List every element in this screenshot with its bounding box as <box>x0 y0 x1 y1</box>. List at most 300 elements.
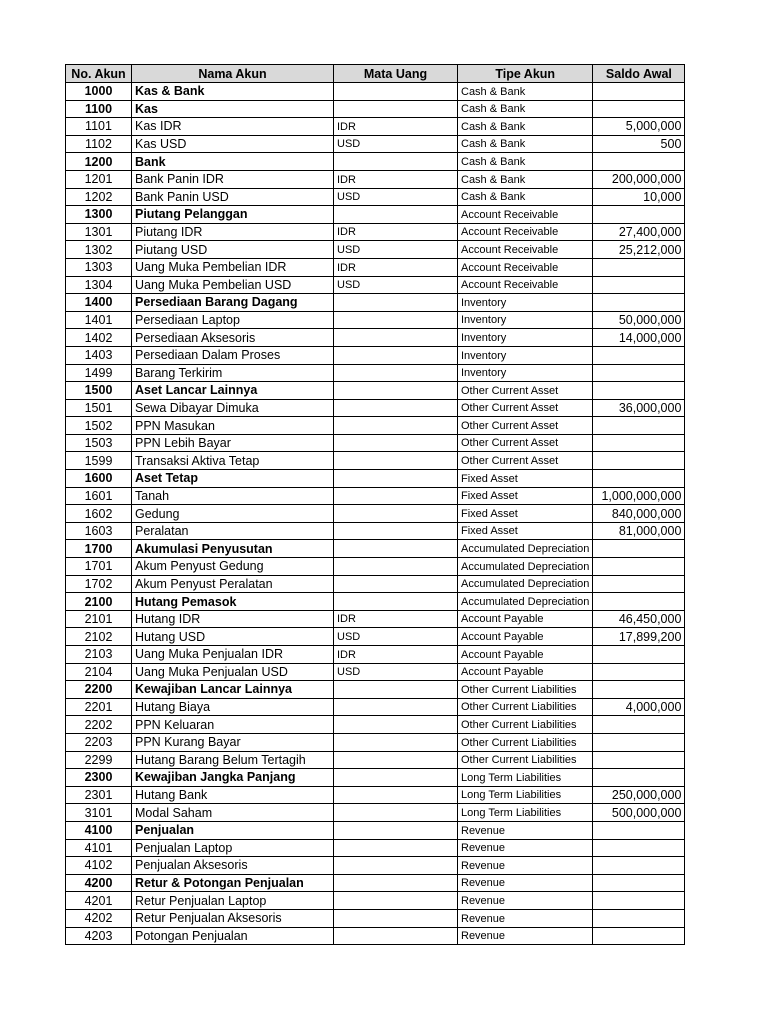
account-type-text: Account Receivable <box>461 243 559 256</box>
opening-balance-cell: 4,000,000 <box>593 698 685 716</box>
account-name-cell: Kas IDR <box>132 118 334 136</box>
account-type-cell <box>458 417 593 435</box>
account-number-cell: 1202 <box>66 188 132 206</box>
table-row <box>66 206 685 224</box>
opening-balance-cell: 10,000 <box>593 188 685 206</box>
account-type-text: Fixed Asset <box>461 525 518 538</box>
account-name-cell: Hutang Barang Belum Tertagih <box>132 751 334 769</box>
account-number-cell: 4201 <box>66 892 132 910</box>
account-type-cell <box>458 223 593 241</box>
column-header-saldo-awal: Saldo Awal <box>593 65 685 83</box>
account-name-cell: Gedung <box>132 505 334 523</box>
currency-cell <box>334 769 458 787</box>
currency-cell <box>334 593 458 611</box>
account-type-cell <box>458 558 593 576</box>
account-name-cell: Kewajiban Jangka Panjang <box>132 769 334 787</box>
table-row <box>66 540 685 558</box>
account-type-cell <box>458 804 593 822</box>
opening-balance-cell: 250,000,000 <box>593 786 685 804</box>
table-row <box>66 452 685 470</box>
account-number-cell: 2101 <box>66 610 132 628</box>
account-number-cell: 2299 <box>66 751 132 769</box>
opening-balance-cell <box>593 874 685 892</box>
account-type-cell <box>458 382 593 400</box>
account-type-text: Inventory <box>461 367 507 380</box>
account-name-cell: Retur Penjualan Aksesoris <box>132 909 334 927</box>
account-type-text: Accumulated Depreciation <box>461 578 590 591</box>
account-type-cell <box>458 258 593 276</box>
currency-cell <box>334 434 458 452</box>
currency-cell <box>334 892 458 910</box>
account-number-cell: 4100 <box>66 821 132 839</box>
opening-balance-cell <box>593 452 685 470</box>
currency-cell <box>334 382 458 400</box>
account-type-cell <box>458 364 593 382</box>
account-name-cell: Bank Panin IDR <box>132 170 334 188</box>
table-row <box>66 874 685 892</box>
column-header-nama-akun: Nama Akun <box>132 65 334 83</box>
currency-cell: USD <box>334 241 458 259</box>
account-name-cell: Kewajiban Lancar Lainnya <box>132 681 334 699</box>
account-name-cell: Uang Muka Penjualan USD <box>132 663 334 681</box>
account-number-cell: 1400 <box>66 294 132 312</box>
account-number-cell: 1599 <box>66 452 132 470</box>
table-row <box>66 100 685 118</box>
account-name-cell: Penjualan <box>132 821 334 839</box>
account-number-cell: 1301 <box>66 223 132 241</box>
account-type-text: Cash & Bank <box>461 85 526 98</box>
account-type-text: Revenue <box>461 859 506 872</box>
account-name-cell: Uang Muka Pembelian IDR <box>132 258 334 276</box>
table-row <box>66 698 685 716</box>
account-type-cell <box>458 118 593 136</box>
currency-cell <box>334 364 458 382</box>
account-name-cell: Retur & Potongan Penjualan <box>132 874 334 892</box>
table-row <box>66 927 685 945</box>
table-body <box>66 83 685 945</box>
currency-cell <box>334 857 458 875</box>
account-name-cell: Piutang Pelanggan <box>132 206 334 224</box>
account-type-text: Cash & Bank <box>461 120 526 133</box>
opening-balance-cell <box>593 575 685 593</box>
opening-balance-cell <box>593 646 685 664</box>
table-row <box>66 382 685 400</box>
currency-cell <box>334 505 458 523</box>
account-type-text: Other Current Asset <box>461 455 559 468</box>
account-name-cell: Penjualan Aksesoris <box>132 857 334 875</box>
currency-cell <box>334 786 458 804</box>
currency-cell <box>334 153 458 171</box>
account-type-cell <box>458 751 593 769</box>
account-number-cell: 1401 <box>66 311 132 329</box>
account-type-text: Accumulated Depreciation <box>461 560 590 573</box>
account-type-text: Long Term Liabilities <box>461 771 562 784</box>
account-name-cell: Piutang IDR <box>132 223 334 241</box>
account-name-cell: PPN Keluaran <box>132 716 334 734</box>
opening-balance-cell <box>593 593 685 611</box>
account-type-text: Revenue <box>461 824 506 837</box>
opening-balance-cell: 50,000,000 <box>593 311 685 329</box>
account-number-cell: 1201 <box>66 170 132 188</box>
table-row <box>66 786 685 804</box>
account-number-cell: 2104 <box>66 663 132 681</box>
opening-balance-cell: 500 <box>593 135 685 153</box>
table-row <box>66 364 685 382</box>
account-type-text: Other Current Asset <box>461 437 559 450</box>
table-row <box>66 610 685 628</box>
account-type-text: Accumulated Depreciation <box>461 595 590 608</box>
account-number-cell: 1499 <box>66 364 132 382</box>
currency-cell <box>334 733 458 751</box>
currency-cell <box>334 452 458 470</box>
account-number-cell: 1402 <box>66 329 132 347</box>
currency-cell: IDR <box>334 118 458 136</box>
table-header <box>66 65 685 83</box>
opening-balance-cell <box>593 821 685 839</box>
account-type-cell <box>458 188 593 206</box>
account-type-cell <box>458 927 593 945</box>
account-name-cell: Aset Tetap <box>132 470 334 488</box>
account-name-cell: Bank <box>132 153 334 171</box>
account-name-cell: Hutang IDR <box>132 610 334 628</box>
currency-cell <box>334 698 458 716</box>
opening-balance-cell <box>593 716 685 734</box>
opening-balance-cell: 14,000,000 <box>593 329 685 347</box>
account-number-cell: 2301 <box>66 786 132 804</box>
account-type-cell <box>458 821 593 839</box>
account-name-cell: Persediaan Dalam Proses <box>132 346 334 364</box>
account-type-text: Cash & Bank <box>461 103 526 116</box>
account-type-cell <box>458 839 593 857</box>
account-type-text: Inventory <box>461 331 507 344</box>
account-type-cell <box>458 857 593 875</box>
opening-balance-cell: 36,000,000 <box>593 399 685 417</box>
currency-cell <box>334 329 458 347</box>
account-number-cell: 2201 <box>66 698 132 716</box>
opening-balance-cell <box>593 733 685 751</box>
currency-cell <box>334 100 458 118</box>
account-name-cell: Modal Saham <box>132 804 334 822</box>
opening-balance-cell <box>593 839 685 857</box>
account-name-cell: Tanah <box>132 487 334 505</box>
account-number-cell: 1603 <box>66 522 132 540</box>
account-type-cell <box>458 311 593 329</box>
account-type-cell <box>458 733 593 751</box>
account-name-cell: Persediaan Aksesoris <box>132 329 334 347</box>
account-number-cell: 4200 <box>66 874 132 892</box>
column-header-mata-uang: Mata Uang <box>334 65 458 83</box>
account-type-cell <box>458 769 593 787</box>
account-number-cell: 4202 <box>66 909 132 927</box>
account-name-cell: PPN Masukan <box>132 417 334 435</box>
currency-cell <box>334 399 458 417</box>
opening-balance-cell: 46,450,000 <box>593 610 685 628</box>
account-number-cell: 2200 <box>66 681 132 699</box>
account-type-cell <box>458 487 593 505</box>
table-row <box>66 821 685 839</box>
currency-cell <box>334 909 458 927</box>
account-type-cell <box>458 135 593 153</box>
currency-cell: IDR <box>334 610 458 628</box>
account-type-cell <box>458 892 593 910</box>
opening-balance-cell <box>593 751 685 769</box>
column-header-tipe-akun: Tipe Akun <box>458 65 593 83</box>
account-type-cell <box>458 83 593 101</box>
currency-cell <box>334 206 458 224</box>
account-type-text: Account Payable <box>461 613 544 626</box>
account-number-cell: 1601 <box>66 487 132 505</box>
table-row <box>66 857 685 875</box>
currency-cell <box>334 804 458 822</box>
table-row <box>66 346 685 364</box>
account-name-cell: Uang Muka Penjualan IDR <box>132 646 334 664</box>
currency-cell <box>334 821 458 839</box>
table-row <box>66 628 685 646</box>
opening-balance-cell <box>593 153 685 171</box>
opening-balance-cell <box>593 909 685 927</box>
account-type-text: Cash & Bank <box>461 138 526 151</box>
currency-cell: USD <box>334 135 458 153</box>
account-number-cell: 1702 <box>66 575 132 593</box>
account-type-cell <box>458 681 593 699</box>
currency-cell: IDR <box>334 170 458 188</box>
account-name-cell: Kas <box>132 100 334 118</box>
account-type-cell <box>458 399 593 417</box>
opening-balance-cell <box>593 206 685 224</box>
account-type-cell <box>458 452 593 470</box>
account-type-cell <box>458 522 593 540</box>
table-row <box>66 417 685 435</box>
account-type-text: Revenue <box>461 842 506 855</box>
account-type-cell <box>458 346 593 364</box>
currency-cell <box>334 751 458 769</box>
table-row <box>66 399 685 417</box>
currency-cell <box>334 83 458 101</box>
table-row <box>66 681 685 699</box>
account-type-text: Fixed Asset <box>461 472 518 485</box>
table-row <box>66 83 685 101</box>
account-number-cell: 1503 <box>66 434 132 452</box>
account-number-cell: 2202 <box>66 716 132 734</box>
account-type-cell <box>458 170 593 188</box>
account-type-text: Account Receivable <box>461 261 559 274</box>
opening-balance-cell: 5,000,000 <box>593 118 685 136</box>
opening-balance-cell <box>593 434 685 452</box>
account-number-cell: 1300 <box>66 206 132 224</box>
account-type-cell <box>458 100 593 118</box>
table-row <box>66 118 685 136</box>
opening-balance-cell <box>593 417 685 435</box>
table-row <box>66 663 685 681</box>
account-number-cell: 4101 <box>66 839 132 857</box>
account-name-cell: Aset Lancar Lainnya <box>132 382 334 400</box>
table-row <box>66 505 685 523</box>
account-type-cell <box>458 540 593 558</box>
account-number-cell: 2203 <box>66 733 132 751</box>
opening-balance-cell <box>593 540 685 558</box>
table-row <box>66 575 685 593</box>
account-type-text: Account Receivable <box>461 226 559 239</box>
account-type-cell <box>458 329 593 347</box>
table-row <box>66 311 685 329</box>
account-name-cell: Transaksi Aktiva Tetap <box>132 452 334 470</box>
account-type-cell <box>458 610 593 628</box>
account-number-cell: 1304 <box>66 276 132 294</box>
account-number-cell: 1502 <box>66 417 132 435</box>
table-row <box>66 170 685 188</box>
account-name-cell: Sewa Dibayar Dimuka <box>132 399 334 417</box>
table-row <box>66 804 685 822</box>
account-type-text: Fixed Asset <box>461 490 518 503</box>
account-type-text: Other Current Liabilities <box>461 736 577 749</box>
opening-balance-cell <box>593 346 685 364</box>
account-type-cell <box>458 663 593 681</box>
account-number-cell: 4203 <box>66 927 132 945</box>
currency-cell: IDR <box>334 646 458 664</box>
opening-balance-cell: 1,000,000,000 <box>593 487 685 505</box>
account-number-cell: 1100 <box>66 100 132 118</box>
table-row <box>66 241 685 259</box>
currency-cell <box>334 522 458 540</box>
account-number-cell: 1102 <box>66 135 132 153</box>
account-number-cell: 1701 <box>66 558 132 576</box>
account-name-cell: Akum Penyust Peralatan <box>132 575 334 593</box>
currency-cell <box>334 487 458 505</box>
table-row <box>66 733 685 751</box>
currency-cell: USD <box>334 188 458 206</box>
opening-balance-cell: 840,000,000 <box>593 505 685 523</box>
account-name-cell: Potongan Penjualan <box>132 927 334 945</box>
table-row <box>66 470 685 488</box>
opening-balance-cell: 500,000,000 <box>593 804 685 822</box>
account-type-cell <box>458 909 593 927</box>
account-name-cell: Uang Muka Pembelian USD <box>132 276 334 294</box>
currency-cell <box>334 716 458 734</box>
account-type-text: Other Current Asset <box>461 402 559 415</box>
account-name-cell: Penjualan Laptop <box>132 839 334 857</box>
account-name-cell: PPN Kurang Bayar <box>132 733 334 751</box>
account-type-text: Revenue <box>461 894 506 907</box>
currency-cell <box>334 417 458 435</box>
opening-balance-cell <box>593 294 685 312</box>
opening-balance-cell <box>593 364 685 382</box>
account-name-cell: Hutang USD <box>132 628 334 646</box>
account-number-cell: 2102 <box>66 628 132 646</box>
account-type-cell <box>458 786 593 804</box>
account-number-cell: 1303 <box>66 258 132 276</box>
account-number-cell: 1403 <box>66 346 132 364</box>
account-type-text: Cash & Bank <box>461 173 526 186</box>
account-name-cell: Hutang Pemasok <box>132 593 334 611</box>
currency-cell <box>334 681 458 699</box>
opening-balance-cell <box>593 681 685 699</box>
table-row <box>66 276 685 294</box>
account-type-text: Inventory <box>461 314 507 327</box>
account-type-text: Account Payable <box>461 648 544 661</box>
currency-cell <box>334 839 458 857</box>
opening-balance-cell <box>593 558 685 576</box>
currency-cell <box>334 927 458 945</box>
table-row <box>66 769 685 787</box>
currency-cell <box>334 540 458 558</box>
account-type-cell <box>458 646 593 664</box>
opening-balance-cell <box>593 769 685 787</box>
chart-of-accounts-table <box>65 64 685 945</box>
account-name-cell: Retur Penjualan Laptop <box>132 892 334 910</box>
account-name-cell: Bank Panin USD <box>132 188 334 206</box>
account-type-cell <box>458 593 593 611</box>
table-row <box>66 522 685 540</box>
opening-balance-cell <box>593 857 685 875</box>
opening-balance-cell: 81,000,000 <box>593 522 685 540</box>
account-name-cell: Akumulasi Penyusutan <box>132 540 334 558</box>
account-name-cell: Akum Penyust Gedung <box>132 558 334 576</box>
account-type-text: Revenue <box>461 877 506 890</box>
account-number-cell: 2300 <box>66 769 132 787</box>
account-type-cell <box>458 206 593 224</box>
account-number-cell: 2103 <box>66 646 132 664</box>
account-number-cell: 1602 <box>66 505 132 523</box>
account-name-cell: Hutang Bank <box>132 786 334 804</box>
account-name-cell: Kas & Bank <box>132 83 334 101</box>
account-type-text: Revenue <box>461 930 506 943</box>
currency-cell: IDR <box>334 223 458 241</box>
column-header-no-akun: No. Akun <box>66 65 132 83</box>
opening-balance-cell <box>593 276 685 294</box>
account-type-cell <box>458 575 593 593</box>
account-number-cell: 1700 <box>66 540 132 558</box>
account-type-text: Cash & Bank <box>461 155 526 168</box>
opening-balance-cell <box>593 663 685 681</box>
table-row <box>66 294 685 312</box>
account-type-cell <box>458 505 593 523</box>
table-row <box>66 909 685 927</box>
currency-cell <box>334 558 458 576</box>
header-row <box>66 65 685 83</box>
account-name-cell: Piutang USD <box>132 241 334 259</box>
account-type-text: Other Current Liabilities <box>461 683 577 696</box>
table-row <box>66 839 685 857</box>
account-number-cell: 1101 <box>66 118 132 136</box>
currency-cell <box>334 470 458 488</box>
table-row <box>66 558 685 576</box>
opening-balance-cell <box>593 927 685 945</box>
account-type-cell <box>458 874 593 892</box>
account-number-cell: 3101 <box>66 804 132 822</box>
account-type-cell <box>458 470 593 488</box>
account-number-cell: 1500 <box>66 382 132 400</box>
account-type-text: Accumulated Depreciation <box>461 543 590 556</box>
account-type-text: Account Payable <box>461 631 544 643</box>
currency-cell <box>334 294 458 312</box>
currency-cell: USD <box>334 663 458 681</box>
table-row <box>66 135 685 153</box>
account-type-text: Fixed Asset <box>461 507 518 520</box>
table-row <box>66 329 685 347</box>
account-name-cell: Hutang Biaya <box>132 698 334 716</box>
currency-cell <box>334 874 458 892</box>
account-type-cell <box>458 294 593 312</box>
currency-cell <box>334 346 458 364</box>
opening-balance-cell <box>593 258 685 276</box>
account-number-cell: 1501 <box>66 399 132 417</box>
account-type-text: Account Payable <box>461 666 544 679</box>
account-type-text: Revenue <box>461 912 506 925</box>
account-number-cell: 1600 <box>66 470 132 488</box>
opening-balance-cell <box>593 470 685 488</box>
opening-balance-cell <box>593 382 685 400</box>
opening-balance-cell: 17,899,200 <box>593 628 685 646</box>
